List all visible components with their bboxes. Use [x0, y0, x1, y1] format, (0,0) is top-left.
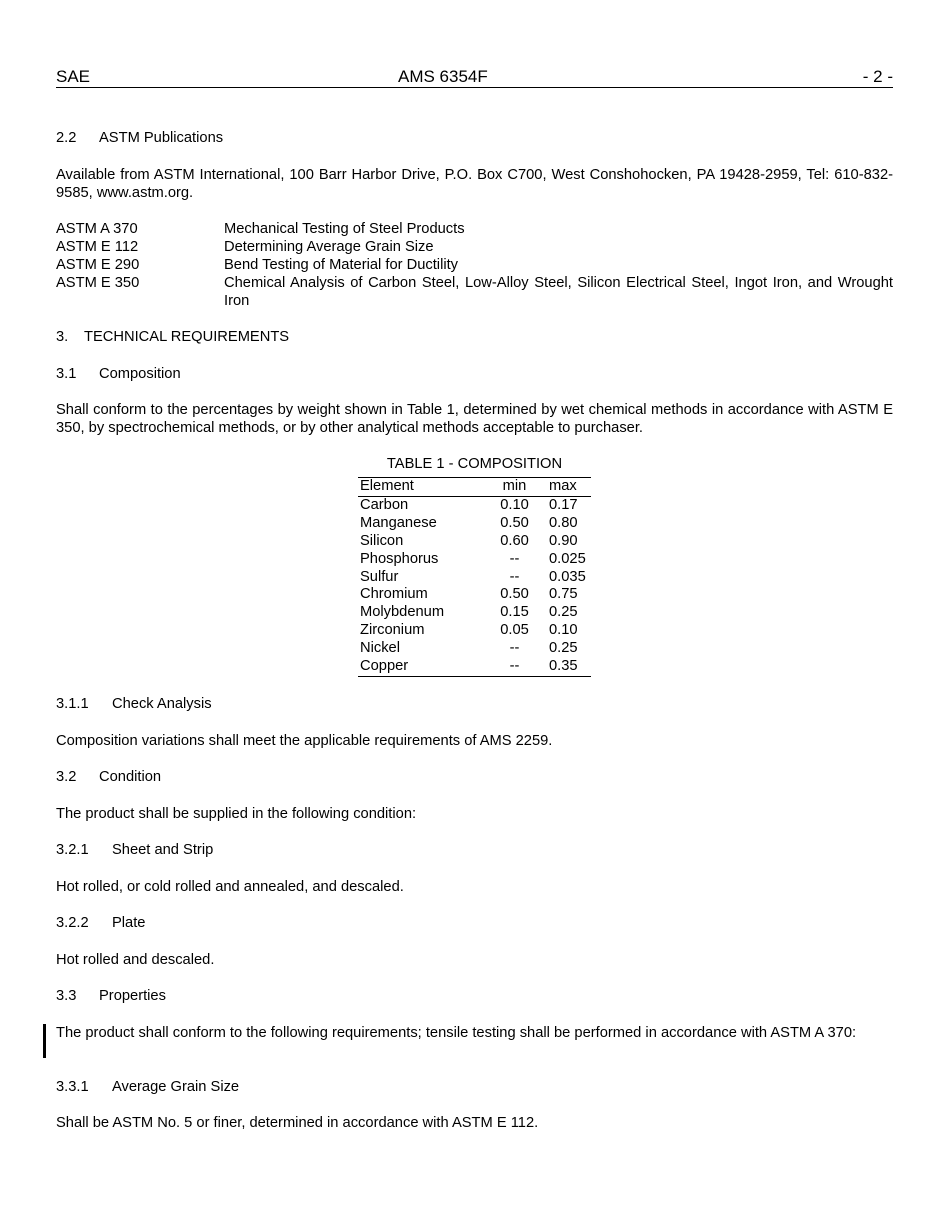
reference-description: Chemical Analysis of Carbon Steel, Low-Alloy Steel, Silicon Electrical Steel, Ingot Iron, and Wrought Iron [224, 275, 893, 309]
section-title: Condition [99, 769, 162, 785]
section-heading-3-2-1 [56, 841, 893, 859]
column-header-element: Element [358, 478, 486, 497]
reference-item [56, 256, 893, 274]
element-cell: Molybdenum [360, 604, 445, 621]
page-header [56, 67, 893, 88]
section-title: ASTM Publications [99, 130, 224, 146]
section-heading-2-2 [56, 129, 893, 147]
element-cell: Phosphorus [360, 550, 439, 567]
section-number: 3.3 [56, 988, 77, 1004]
max-cell: 0.025 [549, 550, 586, 567]
section-heading-3-3-1 [56, 1078, 893, 1096]
table-row [358, 496, 591, 514]
reference-code: ASTM A 370 [56, 221, 138, 237]
header-doc-number: AMS 6354F [398, 67, 488, 86]
plate-paragraph: Hot rolled and descaled. [56, 952, 215, 968]
max-cell: 0.25 [549, 604, 578, 621]
table-header-row [358, 478, 591, 497]
section-heading-3-2-2 [56, 914, 893, 932]
section-number: 3.1.1 [56, 696, 89, 712]
section-title: Composition [99, 366, 181, 382]
table-row [358, 515, 591, 533]
column-header-min: min [486, 478, 541, 497]
max-cell: 0.25 [549, 640, 578, 657]
min-cell: 0.60 [500, 532, 529, 549]
min-cell: 0.10 [500, 496, 529, 513]
table-row [358, 640, 591, 658]
table-row [358, 551, 591, 569]
section-title: Check Analysis [112, 696, 212, 712]
max-cell: 0.90 [549, 532, 578, 549]
element-cell: Silicon [360, 532, 404, 549]
reference-code: ASTM E 290 [56, 257, 140, 273]
max-cell: 0.75 [549, 586, 578, 603]
section-heading-3-2 [56, 768, 893, 786]
min-cell: -- [509, 658, 520, 675]
section-heading-3-3 [56, 987, 893, 1005]
max-cell: 0.10 [549, 622, 578, 639]
min-cell: -- [509, 640, 520, 657]
element-cell: Copper [360, 658, 409, 675]
properties-paragraph: The product shall conform to the following requirements; tensile testing shall be performed in accordance with ASTM A 370: [56, 1025, 857, 1041]
reference-description: Bend Testing of Material for Ductility [224, 257, 459, 273]
table-row [358, 604, 591, 622]
element-cell: Manganese [360, 514, 437, 531]
reference-item [56, 220, 893, 238]
table-row [358, 658, 591, 676]
reference-code: ASTM E 112 [56, 239, 139, 255]
min-cell: 0.50 [500, 586, 529, 603]
max-cell: 0.80 [549, 514, 578, 531]
section-heading-3-1-1 [56, 695, 893, 713]
section-number: 3.1 [56, 366, 77, 382]
section-number: 3.2.1 [56, 842, 89, 858]
max-cell: 0.035 [549, 568, 586, 585]
element-cell: Zirconium [360, 622, 425, 639]
table-row [358, 586, 591, 604]
max-cell: 0.17 [549, 496, 578, 513]
element-cell: Nickel [360, 640, 400, 657]
section-title: Plate [112, 915, 146, 931]
section-number: 3. [56, 329, 69, 345]
section-title: Properties [99, 988, 166, 1004]
check-analysis-paragraph: Composition variations shall meet the applicable requirements of AMS 2259. [56, 733, 553, 749]
revision-bar [43, 1024, 46, 1058]
element-cell: Chromium [360, 586, 428, 603]
composition-paragraph: Shall conform to the percentages by weight shown in Table 1, determined by wet chemical methods in accordance with ASTM E 350, by spectrochemical methods, or by other analytical methods acceptable to purchaser. [56, 402, 893, 436]
max-cell: 0.35 [549, 658, 578, 675]
min-cell: 0.50 [500, 514, 529, 531]
table-title: TABLE 1 - COMPOSITION [386, 456, 563, 472]
composition-table [358, 477, 591, 677]
section-number: 3.2.2 [56, 915, 89, 931]
table-row [358, 622, 591, 640]
min-cell: -- [509, 568, 520, 585]
section-heading-3-1 [56, 365, 893, 383]
min-cell: 0.15 [500, 604, 529, 621]
header-page-number: - 2 - [862, 67, 893, 86]
header-org: SAE [56, 67, 91, 86]
astm-availability-paragraph: Available from ASTM International, 100 Barr Harbor Drive, P.O. Box C700, West Conshohocken, PA 19428-2959, Tel: 610-832-9585, www.astm.org. [56, 167, 893, 201]
sheet-strip-paragraph: Hot rolled, or cold rolled and annealed, and descaled. [56, 879, 404, 895]
reference-description: Mechanical Testing of Steel Products [224, 221, 465, 237]
element-cell: Sulfur [360, 568, 399, 585]
reference-item [56, 274, 893, 310]
grain-size-paragraph: Shall be ASTM No. 5 or finer, determined in accordance with ASTM E 112. [56, 1115, 539, 1131]
section-title: TECHNICAL REQUIREMENTS [84, 329, 290, 345]
reference-item [56, 238, 893, 256]
section-number: 3.2 [56, 769, 77, 785]
reference-description: Determining Average Grain Size [224, 239, 434, 255]
section-number: 2.2 [56, 130, 77, 146]
reference-code: ASTM E 350 [56, 275, 140, 291]
min-cell: -- [509, 550, 520, 567]
column-header-max: max [541, 478, 591, 497]
section-title: Sheet and Strip [112, 842, 214, 858]
reference-list [56, 220, 893, 310]
element-cell: Carbon [360, 496, 409, 513]
table-row [358, 569, 591, 587]
section-heading-3 [56, 328, 893, 346]
table-row [358, 533, 591, 551]
section-number: 3.3.1 [56, 1079, 89, 1095]
min-cell: 0.05 [500, 622, 529, 639]
section-title: Average Grain Size [112, 1079, 240, 1095]
condition-paragraph: The product shall be supplied in the following condition: [56, 806, 417, 822]
